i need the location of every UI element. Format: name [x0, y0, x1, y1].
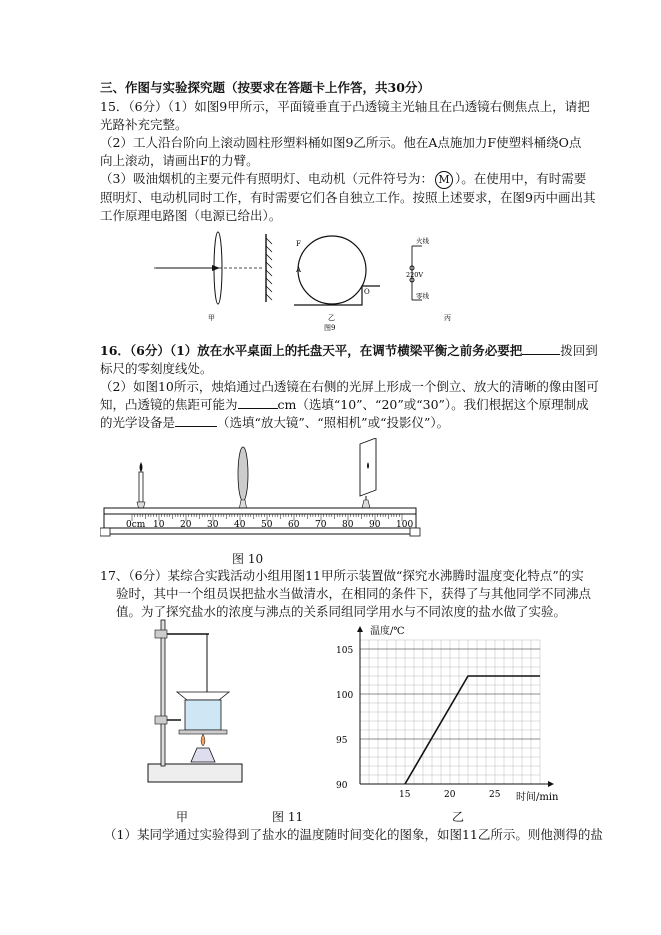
beaker: [185, 700, 221, 730]
fig10-caption: 图 10: [232, 552, 264, 566]
blank-3: [175, 414, 217, 427]
figure-11-apparatus: [145, 618, 245, 786]
y-tick-label: 90: [336, 781, 348, 791]
q15-line-5a: （3）吸油烟机的主要元件有照明灯、电动机（元件符号为：: [100, 171, 433, 186]
motor-symbol: M: [435, 171, 453, 189]
barrel-circle: [298, 236, 366, 304]
q17-sub-1: （1）某同学通过实验得到了盐水的温度随时间变化的图象，如图11乙所示。则他测得的盐: [104, 827, 603, 842]
q16-line-4a: 知，凸透镜的焦距可能为: [100, 397, 238, 412]
fig9-label-yi: 乙: [328, 314, 335, 322]
q16-line-4: [100, 396, 589, 413]
point-O: O: [364, 288, 370, 296]
q16-line-5: [100, 414, 449, 431]
q16-line-3: （2）如图10所示，烛焰通过凸透镜在右侧的光屏上形成一个倒立、放大的清晰的像由图可: [100, 379, 599, 394]
ruler-tick-label: 80: [342, 520, 354, 530]
q15-line-6: 照明灯、电动机同时工作，有时需要它们各自独立工作。按照上述要求，在图9丙中画出其: [100, 190, 596, 205]
chart-axes: [357, 626, 554, 787]
y-tick-label: 105: [336, 646, 354, 656]
rail-top: [104, 508, 416, 514]
x-tick-label: 20: [444, 790, 456, 800]
q15-line-7: 工作原理电路图（电源已给出）。: [100, 208, 282, 223]
q16-line-1: [100, 342, 598, 359]
q16-line-4b: cm（选填“10”、“20”或“30”）。我们根据这个原理制成: [277, 397, 589, 412]
ruler-tick-label: 10: [153, 520, 165, 530]
x-axis-arrow: [548, 781, 554, 787]
candle: [137, 462, 145, 510]
y-tick-label: 100: [336, 691, 354, 701]
ruler-tick-label: 100: [396, 520, 414, 530]
chart-xlabel: 时间/min: [516, 792, 559, 803]
q15-line-3: （2）工人沿台阶向上滚动圆柱形塑料桶如图9乙所示。他在A点施加力F使塑料桶绕O点: [100, 135, 582, 150]
fig9-label-bing: 丙: [444, 314, 451, 322]
q17-line-2: 验时，其中一个组员误把盐水当做清水，在相同的条件下，获得了与其他同学不同沸点: [116, 586, 592, 601]
neutral-wire-label: 零线: [416, 292, 429, 300]
q16-line-1a: 16．（6分）（1）放在水平桌面上的托盘天平，在调节横梁平衡之前务必要把: [100, 343, 523, 358]
bench-lens: [238, 447, 248, 510]
live-wire-label: 火线: [416, 237, 429, 245]
q17-line-3: 值。为了探究盐水的浓度与沸点的关系同组同学用水与不同浓度的盐水做了实验。: [116, 604, 567, 619]
q16-line-1b: 拨回到: [560, 343, 598, 358]
blank-1: [522, 342, 560, 355]
ruler-tick-label: 90: [369, 520, 381, 530]
ruler-tick-label: 30: [207, 520, 219, 530]
figure-9: [150, 228, 470, 340]
fig11-label-yi: 乙: [452, 810, 465, 824]
figure-11-chart: [320, 618, 560, 804]
fig9-label-jia: 甲: [208, 314, 215, 322]
chart-grid: [360, 640, 540, 784]
ruler-tick-label: 70: [315, 520, 327, 530]
q16-line-5b: （选填“放大镜”、“照相机”或“投影仪”）。: [217, 415, 450, 430]
light-screen: [360, 438, 376, 508]
voltage-label: 220V: [406, 271, 424, 279]
q15-line-2: 光路补充完整。: [100, 117, 188, 132]
ruler-tick-label: 60: [288, 520, 300, 530]
iron-stand: [161, 620, 165, 766]
asbestos-net: [179, 730, 227, 734]
point-A: A: [296, 266, 302, 274]
q15-line-5b: ）。在使用中，有时需要: [454, 171, 587, 186]
ruler-tick-label: 40: [234, 520, 246, 530]
figure-10: [100, 438, 422, 548]
q17-line-1: 17、（6分）某综合实践活动小组用图11甲所示装置做“探究水沸腾时温度变化特点”的实: [100, 568, 584, 583]
q15-line-4: 向上滚动，请画出F的力臂。: [100, 153, 259, 168]
section-heading: 三、作图与实验探究题（按要求在答题卡上作答，共30分）: [100, 80, 430, 95]
x-tick-label: 25: [489, 790, 501, 800]
q16-line-2: 标尺的零刻度线处。: [100, 361, 213, 376]
point-F: F: [296, 240, 301, 248]
flame: [201, 734, 205, 746]
x-tick-label: 15: [399, 790, 411, 800]
q16-line-5a: 的光学设备是: [100, 415, 176, 430]
chart-ylabel: 温度/℃: [370, 626, 405, 637]
y-axis-arrow: [357, 626, 363, 632]
ruler-tick-label: 50: [261, 520, 273, 530]
alcohol-lamp: [191, 748, 215, 762]
chart-tick-labels: [336, 646, 501, 800]
fig11-label-jia: 甲: [176, 810, 189, 824]
fig11-caption: 图 11: [272, 810, 304, 824]
base-plate: [148, 764, 242, 782]
fig9-caption: 图9: [324, 324, 336, 332]
blank-2: [238, 396, 278, 409]
q15-line-5: [100, 170, 586, 189]
q15-line-1: 15．（6分）（1）如图9甲所示，平面镜垂直于凸透镜主光轴且在凸透镜右侧焦点上，请把: [100, 99, 590, 114]
y-tick-label: 95: [336, 736, 348, 746]
cardboard-lid: [177, 692, 229, 700]
ruler-tick-label: 20: [180, 520, 192, 530]
ruler-tick-label: 0cm: [126, 520, 146, 530]
fig9-jia: [154, 232, 272, 304]
